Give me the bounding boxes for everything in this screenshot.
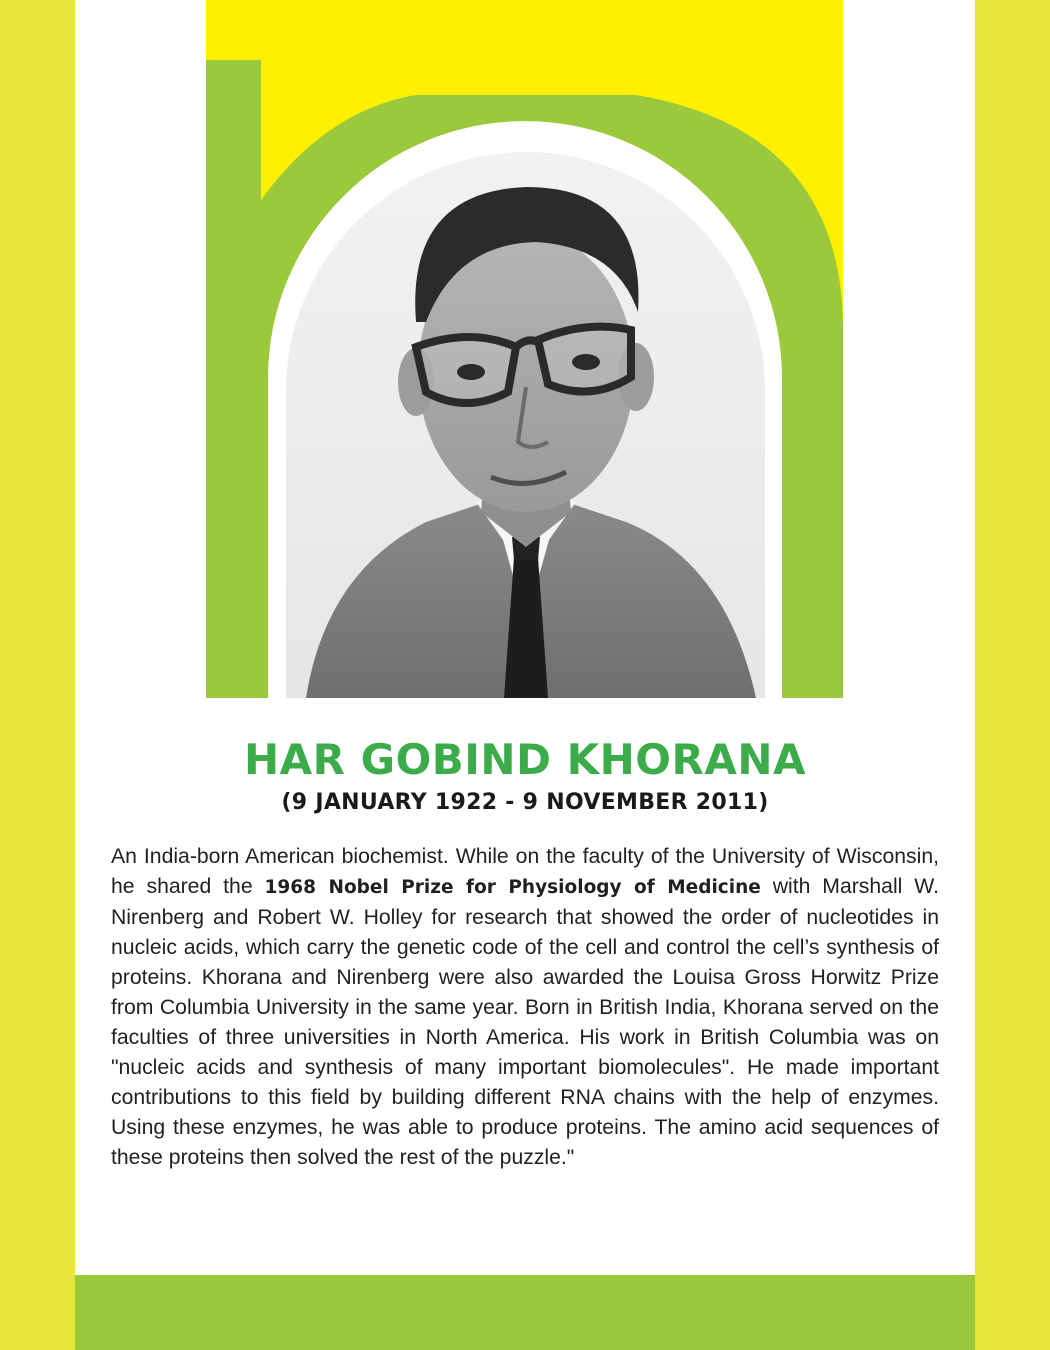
profile-card [75, 0, 975, 1350]
footer-band [75, 1275, 975, 1350]
hero-banner [206, 0, 843, 698]
biography-paragraph [111, 842, 939, 1173]
portrait-photo [286, 152, 765, 698]
biography-text-start: An India-born American biochemist. While on the faculty of the University of Wisconsin, he shared the [111, 845, 939, 898]
biography-text-end: with Marshall W. Nirenberg and Robert W. Holley for research that showed the order of nucleotides in nucleic acids, which carry the genetic code of the cell and control the cell’s synthesis of proteins. Khorana and Nirenberg were also awarded the Louisa Gross Horwitz Prize from Columbia University in the same year. Born in British India, Khorana served on the faculties of three universities in North America. His work in British Columbia was on "nucleic acids and synthesis of many important biomolecules". He made important contributions to this field by building different RNA chains with the help of enzymes. Using these enzymes, he was able to produce proteins. The amino acid sequences of these proteins then solved the rest of the puzzle." [111, 875, 939, 1169]
left-border [0, 0, 75, 1350]
person-name: HAR GOBIND KHORANA [244, 735, 806, 784]
biography-highlight: 1968 Nobel Prize for Physiology of Medicine [264, 877, 761, 898]
portrait-photo-icon [286, 152, 765, 698]
right-border [975, 0, 1050, 1350]
person-life-dates: (9 JANUARY 1922 - 9 NOVEMBER 2011) [281, 790, 769, 815]
